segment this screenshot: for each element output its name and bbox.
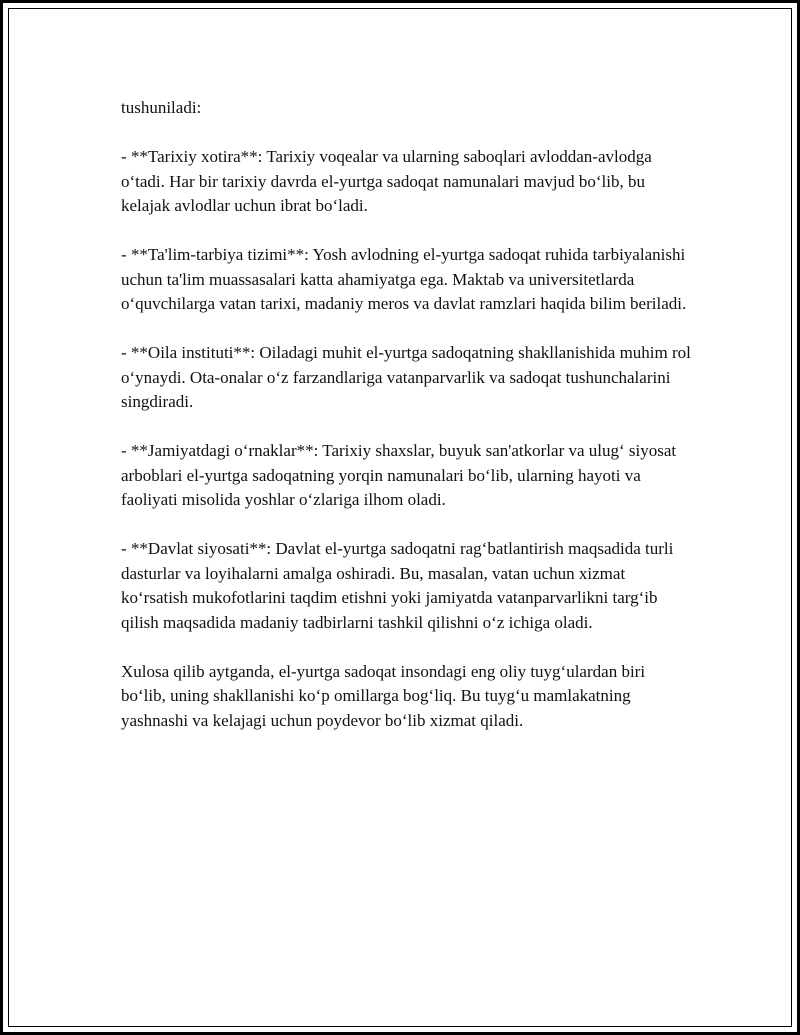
paragraph-conclusion: Xulosa qilib aytganda, el-yurtga sadoqat insondagi eng oliy tuyg‘ulardan biri bo‘lib, uning shakllanishi ko‘p omillarga bog‘liq. Bu tuyg‘u mamlakatning yashnashi va kelajagi uchun poydevor bo‘lib xizmat qiladi. bbox=[121, 661, 646, 730]
paragraph-intro-fragment: tushuniladi: bbox=[121, 98, 202, 117]
paragraph-state-policy: - **Davlat siyosati**: Davlat el-yurtga sadoqatni rag‘batlantirish maqsadida turli dasturlar va loyihalarni amalga oshiradi. Bu, masalan, vatan uchun xizmat ko‘rsatish mukofotlarini taqdim etishni yoki jamiyatda vatanparvarlikni targ‘ib qilish maqsadida madaniy tadbirlarni tashkil qilishni o‘z ichiga oladi. bbox=[121, 539, 674, 632]
paragraph-education-system: - **Ta'lim-tarbiya tizimi**: Yosh avlodning el-yurtga sadoqat ruhida tarbiyalanishi uchun ta'lim muassasalari katta ahamiyatga ega. Maktab va universitetlarda o‘quvchilarga vatan tarixi, madaniy meros va davlat ramzlari haqida bilim beriladi. bbox=[121, 245, 687, 313]
paragraph-historical-memory: - **Tarixiy xotira**: Tarixiy voqealar va ularning saboqlari avloddan-avlodga o‘tadi. Har bir tarixiy davrda el-yurtga sadoqat namunalari mavjud bo‘lib, bu kelajak avlodlar uchun ibrat bo‘ladi. bbox=[121, 147, 652, 215]
document-body bbox=[121, 96, 691, 758]
paragraph-family-institution: - **Oila instituti**: Oiladagi muhit el-yurtga sadoqatning shakllanishida muhim rol o‘ynaydi. Ota-onalar o‘z farzandlariga vatanparvarlik va sadoqat tushunchalarini singdiradi. bbox=[121, 343, 691, 411]
paragraph-social-role-models: - **Jamiyatdagi o‘rnaklar**: Tarixiy shaxslar, buyuk san'atkorlar va ulug‘ siyosat arboblari el-yurtga sadoqatning yorqin namunalari bo‘lib, ularning hayoti va faoliyati misolida yoshlar o‘zlariga ilhom oladi. bbox=[121, 441, 677, 509]
